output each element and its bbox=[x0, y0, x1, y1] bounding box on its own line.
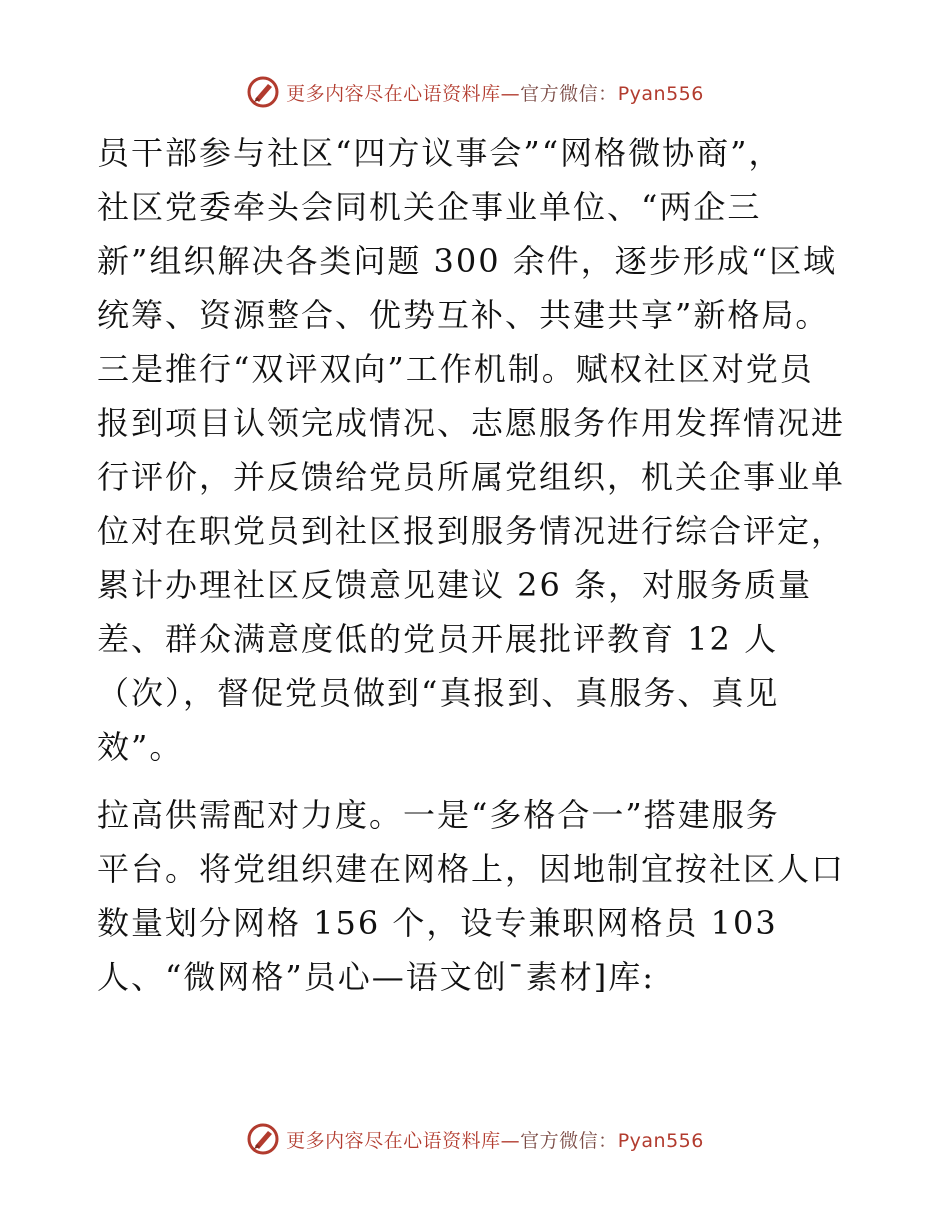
text-line: 三是推行“双评双向”工作机制。赋权社区对党员 bbox=[97, 350, 814, 388]
watermark-dash: — bbox=[500, 1129, 521, 1152]
header-watermark bbox=[0, 72, 950, 112]
text-line: 员干部参与社区“四方议事会”“网格微协商”， bbox=[97, 134, 783, 172]
paragraph-2 bbox=[97, 788, 857, 1004]
watermark-brand: 更多内容尽在心语资料库 bbox=[286, 82, 501, 105]
text-line: 人、“微网格”员心—语文创¯素材]库: bbox=[97, 958, 655, 996]
pen-logo-icon bbox=[246, 75, 280, 109]
text-line: 平台。将党组织建在网格上，因地制宜按社区人口 bbox=[97, 850, 846, 888]
watermark-official: 官方微信： bbox=[520, 82, 618, 105]
text-line: 新”组织解决各类问题 300 余件，逐步形成“区域 bbox=[97, 242, 838, 280]
text-line: 差、群众满意度低的党员开展批评教育 12 人 bbox=[97, 620, 779, 658]
text-line: 拉高供需配对力度。一是“多格合一”搭建服务 bbox=[97, 796, 780, 834]
text-line: 统筹、资源整合、优势互补、共建共享”新格局。 bbox=[97, 296, 830, 334]
text-line: 报到项目认领完成情况、志愿服务作用发挥情况进 bbox=[97, 404, 846, 442]
text-line: 行评价，并反馈给党员所属党组织，机关企事业单 bbox=[97, 458, 846, 496]
paragraph-1 bbox=[97, 126, 857, 774]
watermark-wechat-id: Pyan556 bbox=[617, 82, 704, 105]
watermark-wechat-id: Pyan556 bbox=[617, 1129, 704, 1152]
text-line: （次），督促党员做到“真报到、真服务、真见 bbox=[97, 674, 780, 712]
document-body bbox=[97, 126, 857, 1004]
watermark-official: 官方微信： bbox=[520, 1129, 618, 1152]
pen-logo-icon bbox=[246, 1122, 280, 1156]
watermark-brand: 更多内容尽在心语资料库 bbox=[286, 1129, 501, 1152]
text-line: 数量划分网格 156 个，设专兼职网格员 103 bbox=[97, 904, 778, 942]
watermark-text bbox=[286, 79, 704, 106]
watermark-dash: — bbox=[500, 82, 521, 105]
text-line: 效”。 bbox=[97, 728, 184, 766]
footer-watermark bbox=[0, 1119, 950, 1159]
text-line: 累计办理社区反馈意见建议 26 条，对服务质量 bbox=[97, 566, 813, 604]
watermark-text bbox=[286, 1126, 704, 1153]
text-line: 社区党委牵头会同机关企事业单位、“两企三 bbox=[97, 188, 762, 226]
text-line: 位对在职党员到社区报到服务情况进行综合评定， bbox=[97, 512, 846, 550]
